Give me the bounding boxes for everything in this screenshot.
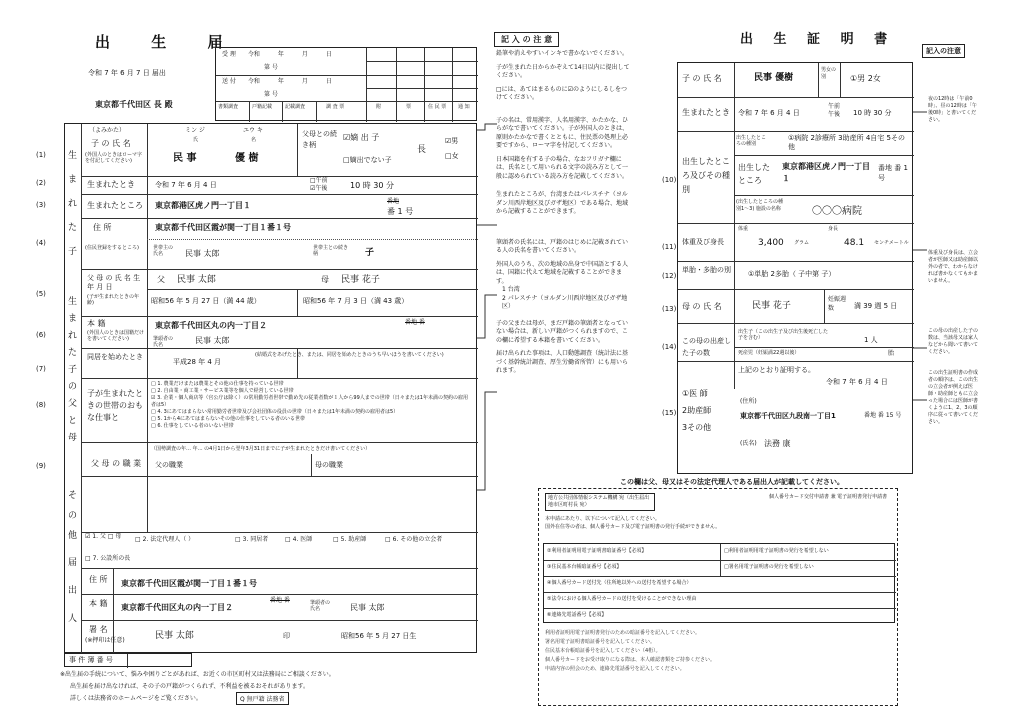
child-name-label: 子 の 氏 名 (91, 139, 131, 148)
mother-name: 民事 花子 (341, 275, 380, 285)
mynumber-row-2[interactable]: ③住民基本台帳暗証番号【必須】 (547, 564, 622, 570)
birth-place-label: 生まれたところ (87, 201, 143, 210)
section-parents: 生まれた子の父と母 (68, 297, 78, 443)
fine-print-3: 住民基本台帳暗証番号を記入してください（4桁）。 (545, 648, 661, 654)
cert-sex-label: 男女の別 (821, 67, 837, 80)
notes-title: 記 入 の 注 意 (494, 32, 559, 47)
inf-hittou: 民事 太郎 (350, 603, 385, 612)
cert-row-14: (14) (662, 343, 677, 351)
parents-name-sublabel: (子が生まれたときの年齢) (87, 294, 139, 306)
cert-note-midnight: 夜の12時は「午前0時」、昼の12時は「午後0時」と書いてください。 (928, 96, 977, 123)
mother-job: 母の職業 (315, 461, 343, 469)
cert-birth-time-label: 生まれたとき (682, 108, 730, 117)
fine-print-1: 利用者証明用電子証明書発行のための暗証番号を記入してください。 (545, 630, 701, 636)
footer-line-3: 詳しくは法務省のホームページをご覧ください。 (70, 695, 202, 702)
note-checkbox: □には、あてはまるものに☑のようにしるしをつけてください。 (496, 85, 628, 101)
informant-option-cohab[interactable]: □ 3. 同居者 (235, 536, 269, 543)
cert-births-line1: 出生子（この出生子及び出生後死亡した子を含む） (738, 329, 829, 341)
cert-name: 法務 康 (764, 439, 791, 448)
notification-form (64, 123, 477, 653)
fine-print-2: 署名用電子証明書暗証番号を記入してください。 (545, 639, 656, 645)
office-label-6: 住 民 票 (428, 104, 447, 110)
father-caption: 父 (157, 275, 165, 284)
receipt-row1-no: 第 号 (264, 64, 278, 71)
cert-birth-clock: 10 時 30 分 (853, 109, 892, 117)
address-sublabel: (住民登録をするところ) (85, 245, 139, 251)
note-pencil: 鉛筆や消えやすいインキで書かないでください。 (496, 50, 629, 57)
row-number-3: (3) (36, 201, 46, 209)
honseki-banchi: 番地 番 (405, 319, 425, 326)
occupation-label: 子が生まれたときの世帯のおもな仕事と (87, 389, 143, 422)
informant-option-other[interactable]: □ 6. その他の立会者 (385, 536, 443, 543)
child-surname-kana: ミン ジ (185, 127, 205, 134)
cohab-label: 同居を始めたとき (87, 353, 143, 361)
mynumber-row-1[interactable]: ②利用者証明用電子証明書暗証番号【必須】 (547, 548, 647, 554)
note-new-register: 子の父または母が、まだ戸籍の筆頭者となっていない場合は、新しい戸籍がつくられますので、この欄に希望する本籍を書いてください。 (496, 319, 629, 344)
cert-multiple[interactable]: ①単胎 2多胎（ 子中第 子） (748, 270, 836, 278)
search-button[interactable]: Q 無戸籍 法務省 (236, 692, 289, 705)
note-foreign-1: 1 台湾 (502, 286, 520, 293)
cert-height-caption: 身長 (828, 226, 839, 232)
child-name-sublabel: (外国人のときはローマ字を付記してください) (85, 152, 142, 164)
fine-print-5: 申請内容の照会のため、連絡先電話番号を記入してください。 (545, 666, 685, 672)
cert-place-sub-label: 出生したところ (738, 163, 770, 185)
occupation-option-1[interactable]: □ 1. 農業だけまたは農業とその他の仕事を持っている世帯 (151, 381, 284, 387)
note-hittousha: 筆頭者の氏名には、戸籍のはじめに記載されている人の氏名を書いてください。 (496, 238, 629, 254)
row-number-5: (5) (36, 290, 46, 298)
cert-note-births: この母の出産した子の数は、当該母又は家人などから聞いて書いてください。 (928, 328, 979, 355)
cert-births-count2: 胎 (888, 350, 895, 357)
mynumber-row-4[interactable]: ⑤法令における個人番号カードの送付を受けることができない理由 (547, 596, 697, 602)
notes-column (496, 50, 632, 381)
address-label: 住 所 (93, 223, 112, 232)
mynumber-right-title: 個人番号カード交付申請書 兼 電子証明書発行申請書 (769, 494, 888, 500)
case-number-box (64, 653, 192, 667)
child-given-kana: ユウ キ (243, 127, 263, 134)
cert-date: 令和 7 年 6 月 4 日 (826, 378, 888, 386)
honseki-label: 本 籍 (87, 319, 106, 328)
row-number-6: (6) (36, 331, 46, 339)
mynumber-row-3[interactable]: ④個人番号カード送付先（住所地以外への送付を希望する場合） (547, 580, 692, 586)
informant-option-doctor[interactable]: □ 4. 医師 (285, 536, 313, 543)
receipt-row1: 受 理 令和 年 月 日 (222, 51, 332, 58)
informant-option-legal[interactable]: □ 2. 法定代理人（ ） (135, 536, 195, 543)
cert-height-unit: センチメートル (874, 240, 909, 246)
certificate-notes-label: 記入の注意 (922, 44, 965, 58)
row-number-4: (4) (36, 239, 46, 247)
cert-place: 東京都港区虎ノ門一丁目１ (782, 162, 870, 183)
honseki-value: 東京都千代田区丸の内一丁目２ (155, 321, 267, 330)
inf-honseki: 東京都千代田区丸の内一丁目２ (121, 603, 233, 612)
mynumber-section (538, 488, 898, 706)
relation-label: 父母との続き柄 (302, 130, 337, 149)
case-number-label: 事 件 簿 番 号 (69, 656, 113, 664)
mynumber-table (543, 543, 895, 623)
cert-address: 東京都千代田区九段南一丁目1 (740, 412, 836, 420)
birth-place-ban: 番 1 号 (387, 207, 414, 216)
sex-male-option[interactable]: ☑男 (445, 137, 459, 145)
office-label-0: 書類調査 (218, 104, 239, 110)
inf-honseki-label: 本 籍 (89, 599, 108, 608)
certifier-option-doctor[interactable]: ①医 師 (682, 389, 708, 398)
informant-option-facility[interactable]: □ 7. 公設所の長 (85, 555, 131, 562)
mynumber-row-5[interactable]: ⑥連絡先電話番号【必須】 (547, 612, 607, 618)
occupation-list (151, 381, 471, 430)
furigana-label: （よみかた） (89, 127, 126, 134)
cert-births-count: 1 人 (864, 336, 878, 344)
inf-banchi: 番地 番 (270, 597, 290, 604)
cert-name-label: (氏名) (740, 440, 757, 447)
certificate-form (677, 62, 913, 474)
cert-row-13: (13) (662, 305, 677, 313)
mynumber-to: 地方公共団体情報システム機構 宛（出生届出地市区町村長 宛） (545, 493, 655, 511)
cert-row-12: (12) (662, 272, 677, 280)
certifier-option-midwife[interactable]: 2助産師 (682, 406, 712, 415)
note-deadline: 子が生まれた日からかぞえて14日以内に提出してください。 (496, 63, 630, 79)
notification-date: 令和 7 年 6 月 7 日 届出 (88, 69, 166, 77)
birth-date: 令和 7 年 6 月 4 日 (155, 181, 217, 189)
note-connectors (477, 120, 499, 520)
footer-line-1: ※出生届の手続について、悩みや困りごとがあれば、お近くの市区町村又は法務局にご相談ください。 (60, 671, 335, 678)
householder-label: 世帯主の氏名 (153, 245, 174, 257)
certifier-option-other[interactable]: 3その他 (682, 423, 712, 432)
cert-place-banchi: 番地 番 1 号 (878, 164, 908, 182)
occupation-option-4[interactable]: □ 4. 3にあてはまらない常用勤労者世帯及び会社団体の役員の世帯（日々または1年未満の契約の雇用者は5） (151, 409, 399, 415)
inf-address-label: 住 所 (89, 575, 108, 584)
informant-option-father[interactable]: ☑ 1. 父 □ 母 (85, 533, 122, 540)
fine-print-4: 個人番号カードをお受け取りになる際は、本人確認書類をご持参ください。 (545, 657, 716, 663)
child-surname: 民 事 (173, 153, 197, 164)
birth-place: 東京都港区虎ノ門一丁目１ (155, 201, 251, 210)
inf-hittou-label: 筆頭者の氏名 (310, 600, 331, 612)
illegitimate-option[interactable]: □嫡出でない子 (343, 156, 392, 164)
mynumber-fine-print (545, 629, 893, 674)
father-dob: 昭和56 年 5 月 27 日（満 44 歳） (151, 297, 261, 305)
cert-certifier-options (682, 385, 732, 436)
cert-note-weight: 体重及び身長は、立会者が医師又は助産師以外の者で、わからなければ書かなくてもかまいません。 (928, 250, 979, 284)
occupation-option-5[interactable]: □ 5. 1から4にあてはまらないその他の仕事をしている者のいる世帯 (151, 416, 306, 422)
cert-mother: 民事 花子 (752, 301, 791, 311)
address-value: 東京都千代田区霞が関一丁目１番１号 (155, 223, 291, 232)
hh-relation-value: 子 (365, 248, 375, 258)
cert-sex[interactable]: ①男 2女 (850, 74, 881, 83)
hittousha-value: 民事 太郎 (195, 336, 230, 345)
cert-facility: 〇〇〇病院 (812, 206, 862, 217)
signature-value[interactable]: 民事 太郎 (155, 631, 194, 641)
office-label-1: 戸籍記載 (252, 104, 273, 110)
note-child-name: 子の名は、常用漢字、人名用漢字、かたかな、ひらがなで書いてください。子が外国人のときは、原則かたかなで書くとともに、住民票の処理上必要ですから、ローマ字を付記してください。 (496, 116, 629, 149)
footer-line-2: 出生届を届け出なければ、その子の戸籍がつくられず、不利益を被るおそれがあります。 (70, 683, 310, 690)
note-foreign-2: 2 パレスチナ（ヨルダン川西岸地区及びガザ地区） (502, 294, 628, 310)
hittousha-label: 筆頭者の氏名 (153, 336, 174, 348)
row-number-8: (8) (36, 401, 46, 409)
cert-facility-label: (出生したところの種別1〜3) 施設の名称 (736, 199, 783, 212)
cert-text: 上記のとおり証明する。 (738, 366, 815, 374)
row-number-1: (1) (36, 151, 46, 159)
office-label-3: 調 査 票 (326, 104, 345, 110)
section-other: その他 (68, 491, 78, 541)
cert-address-label: (住所) (740, 398, 757, 405)
receipt-box (215, 47, 477, 121)
receipt-row2-no: 第 号 (264, 91, 278, 98)
child-given: 優 樹 (235, 153, 259, 164)
inf-address: 東京都千代田区霞が関一丁目１番１号 (121, 579, 257, 588)
cert-gestation: 満 39 週 5 日 (854, 302, 898, 310)
signature-sublabel: (※押印は任意) (85, 637, 125, 644)
birth-time-label: 生まれたとき (87, 180, 135, 189)
inf-dob: 昭和56 年 5 月 27 日生 (341, 632, 417, 640)
mynumber-option-2[interactable]: □署名用電子証明書の発行を希望しない (724, 564, 814, 570)
note-statistics: 届け出られた事項は、人口動態調査（統計法に基づく基幹統計調査、厚生労働省所管）にも用いられます。 (496, 350, 629, 374)
notification-title: 出 生 届 (95, 33, 241, 51)
cert-row-15: (15) (662, 409, 677, 417)
signature-label: 署 名 (89, 625, 108, 634)
cert-row-11: (11) (662, 243, 677, 251)
cert-child-name-label: 子 の 氏 名 (682, 74, 722, 83)
honseki-sublabel: (外国人のときは国籍だけを書いてください) (87, 330, 144, 342)
mother-dob: 昭和56 年 7 月 3 日（満 43 歳） (303, 297, 409, 305)
mynumber-instruction-2: 国外在住等の者は、個人番号カード及び電子証明書の発行手続ができません。 (545, 524, 721, 530)
cert-weight: 3,400 (758, 238, 784, 248)
cert-note-connectors (913, 100, 929, 430)
cert-place-types[interactable]: ①病院 2診療所 3助産所 4自宅 5その他 (788, 134, 905, 151)
cert-births-line2: 死産児（妊娠満22週以後） (738, 350, 800, 356)
cert-multiple-label: 単胎・多胎の別 (682, 266, 731, 274)
birth-place-banchi: 番地 (387, 198, 400, 205)
cert-mother-label: 母 の 氏 名 (682, 302, 722, 311)
mynumber-instruction-1: 本申請にあたり、以下について記入してください。 (545, 516, 660, 522)
householder-value: 民事 太郎 (185, 249, 220, 258)
section-informant: 届出人 (68, 558, 78, 624)
cert-height: 48.1 (844, 238, 865, 248)
hh-relation-label: 世帯主との続き柄 (313, 245, 349, 257)
given-caption: 名 (251, 137, 257, 143)
office-label-5: 票 (406, 104, 412, 110)
pm-option[interactable]: ☑午後 (310, 185, 328, 192)
father-name: 民事 太郎 (177, 275, 216, 285)
cert-weight-caption: 体重 (738, 226, 749, 232)
informant-option-midwife[interactable]: □ 5. 助産師 (333, 536, 367, 543)
cert-weight-label: 体重及び身長 (682, 238, 724, 246)
cert-row-10: (10) (662, 176, 677, 184)
job-label: 父 母 の 職 業 (91, 459, 142, 468)
cert-birth-date: 令和 7 年 6 月 4 日 (738, 109, 800, 117)
cert-child-name: 民事 優樹 (754, 73, 794, 83)
row-number-7: (7) (36, 365, 46, 373)
office-label-2: 記載調査 (285, 104, 306, 110)
occupation-option-6[interactable]: □ 6. 仕事をしている者のいない世帯 (151, 423, 234, 429)
cert-banchi: 番地 番 15 号 (864, 412, 902, 419)
receipt-row2: 送 付 令和 年 月 日 (222, 78, 332, 85)
certificate-title: 出 生 証 明 書 (740, 32, 896, 47)
cert-weight-unit: グラム (794, 240, 809, 246)
mother-caption: 母 (321, 275, 329, 284)
row-number-2: (2) (36, 179, 46, 187)
cert-births-label: この母の出産した子の数 (682, 337, 731, 357)
occupation-option-3[interactable]: ☑ 3. 企業・個人商店等（官公庁は除く）の常用勤労者世帯で勤め先の従業者数が１人から99人までの世帯（日々または1年未満の契約の雇用者は5） (151, 395, 468, 408)
cert-note-order: この出生証明書の作成者の順序は、この出生の立会者が例えば医師・助産師ともに立会った場合には医師が書くように1、2、3の順序に従って書いてください。 (928, 370, 979, 425)
section-child: 生まれた子 (68, 151, 78, 257)
mynumber-header: この欄は父、母又はその法定代理人である届出人が記載してください。 (620, 478, 844, 486)
note-foreign: 外国人のうち、次の地域の出身で中国語とする人は、国籍に代えて地域を記載することができます。 (496, 260, 629, 285)
note-taiwan: 生まれたところが、台湾またはパレスチナ（ヨルダン川西岸地区及びガザ地区）である場合、地域から記載することができます。 (496, 191, 629, 215)
cert-place-label: 出生したところ及びその種別 (682, 157, 730, 194)
sex-female-option[interactable]: □女 (445, 152, 459, 160)
notification-addressee: 東京都千代田区 長 殿 (95, 100, 173, 109)
birth-clock: 10 時 30 分 (350, 181, 394, 190)
row-number-9: (9) (36, 462, 46, 470)
legitimate-option[interactable]: ☑嫡 出 子 (343, 133, 380, 142)
am-option[interactable]: □午前 (310, 177, 328, 184)
cert-ampm[interactable]: 午前 午後 (828, 103, 841, 118)
census-note: （国勢調査の年… 年… の4月1日から翌年3月31日までに子が生まれたときだけ書いてください） (151, 446, 371, 452)
cohab-value: 平成28 年 4 月 (173, 358, 222, 366)
cert-gestation-label: 妊娠週数 (828, 296, 847, 312)
office-label-4: 附 (376, 104, 382, 110)
parents-name-label: 父 母 の 氏 名 生 年 月 日 (87, 274, 141, 291)
seal-mark: 印 (283, 632, 290, 640)
occupation-option-2[interactable]: □ 2. 自由業・商工業・サービス業等を個人で経営している世帯 (151, 388, 294, 394)
office-label-7: 通 知 (458, 104, 470, 110)
cert-place-type-label: 出生したところの種別 (736, 135, 767, 147)
father-job: 父の職業 (155, 461, 183, 469)
note-furigana: 日本国籍を有する子の場合、なおフリガナ欄には、氏名として用いられる文字の読み方として一般に認められている読み方を記載してください。 (496, 155, 629, 180)
cohab-note: (結婚式をあげたとき、または、同居を始めたときのうち早いほうを書いてください) (255, 352, 444, 358)
surname-caption: 氏 (193, 137, 199, 143)
mynumber-option-1[interactable]: □利用者証明用電子証明書の発行を希望しない (724, 548, 829, 554)
child-order: 長 (417, 145, 427, 155)
